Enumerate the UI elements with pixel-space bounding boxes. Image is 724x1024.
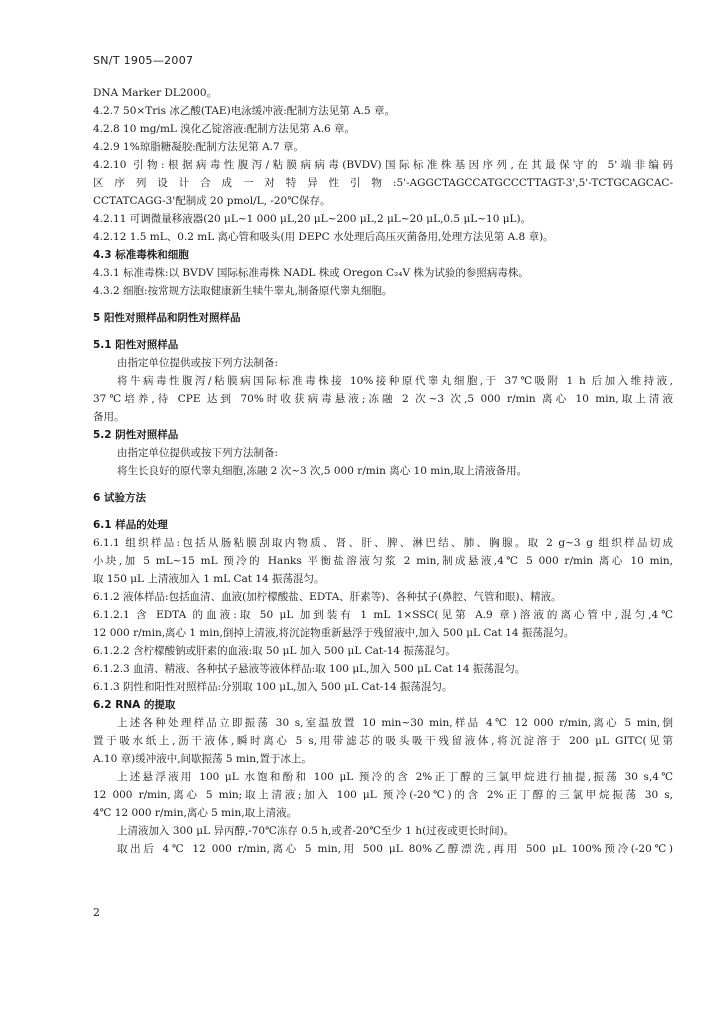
paragraph-line: 由指定单位提供或按下列方法制备: xyxy=(117,357,279,369)
paragraph-line: 上清液加入 300 μL 异丙醇,-70℃冻存 0.5 h,或者-20℃至少 1 h(过夜或更长时间)。 xyxy=(117,825,515,837)
clause-4-3-1: 4.3.1 标准毒株:以 BVDV 国际标准毒株 NADL 株或 Oregon C₂₄V 株为试验的参照病毒株。 xyxy=(93,267,529,279)
clause-4-3-2: 4.3.2 细胞:按常规方法取健康新生犊牛睾丸,制备原代睾丸细胞。 xyxy=(93,285,393,297)
page-number: 2 xyxy=(93,906,100,919)
clause-4-2-10-cont: CCTATCAGG-3'配制成 20 pmol/L, -20℃保存。 xyxy=(93,195,331,207)
clause-6-1-3: 6.1.3 阴性和阳性对照样品:分别取 100 μL,加入 500 μL Cat-14 振荡混匀。 xyxy=(93,681,453,693)
clause-6-1-1-cont: 取 150 μL 上清液加入 1 mL Cat 14 振荡混匀。 xyxy=(93,573,325,585)
clause-4-2-12: 4.2.12 1.5 mL、0.2 mL 离心管和吸头(用 DEPC 水处理后高压灭菌备用,处理方法见第 A.8 章)。 xyxy=(93,231,554,243)
clause-6-1-2-1-cont: 12 000 r/min,离心 1 min,倒掉上清液,将沉淀物重新悬浮于残留液中,加入 500 μL Cat 14 振荡混匀。 xyxy=(93,627,575,639)
clause-4-2-10: 4.2.10 引物:根据病毒性腹泻/粘膜病病毒(BVDV)国际标准株基因序列,在其最保守的 5'端非编码 xyxy=(93,159,673,171)
clause-6-1-1-cont: 小块,加 5 mL~15 mL 预冷的 Hanks 平衡盐溶液匀浆 2 min,制成悬液,4℃ 5 000 r/min 离心 10 min, xyxy=(93,555,673,567)
paragraph-line: 将牛病毒性腹泻/粘膜病国际标准毒株接 10%接种原代睾丸细胞,于 37℃吸附 1 h 后加入维持液, xyxy=(117,375,673,387)
paragraph-line: 备用。 xyxy=(93,411,125,423)
clause-4-2-7: 4.2.7 50×Tris 冰乙酸(TAE)电泳缓冲液:配制方法见第 A.5 章。 xyxy=(93,105,396,117)
section-heading-6: 6 试验方法 xyxy=(93,492,146,504)
paragraph-line: 由指定单位提供或按下列方法制备: xyxy=(117,447,279,459)
clause-6-1-2-1: 6.1.2.1 含 EDTA 的血液:取 50 μL 加到装有 1 mL 1×SSC(见第 A.9 章)溶液的离心管中,混匀,4℃ xyxy=(93,609,673,621)
paragraph-line: A.10 章)缓冲液中,间歇振荡 5 min,置于冰上。 xyxy=(93,753,312,765)
paragraph-line: 上述各种处理样品立即振荡 30 s,室温放置 10 min~30 min,样品 4℃ 12 000 r/min,离心 5 min,倒 xyxy=(117,717,673,729)
section-heading-4-3: 4.3 标准毒株和细胞 xyxy=(93,249,189,261)
clause-4-2-9: 4.2.9 1%琼脂糖凝胶:配制方法见第 A.7 章。 xyxy=(93,141,305,153)
section-heading-6-2: 6.2 RNA 的提取 xyxy=(93,699,176,711)
clause-6-1-2-3: 6.1.2.3 血清、精液、各种拭子悬液等液体样品:取 100 μL,加入 500 μL Cat 14 振荡混匀。 xyxy=(93,663,526,675)
paragraph-line: 将生长良好的原代睾丸细胞,冻融 2 次~3 次,5 000 r/min 离心 10 min,取上清液备用。 xyxy=(117,465,528,477)
clause-4-2-11: 4.2.11 可调微量移液器(20 μL~1 000 μL,20 μL~200 μL,2 μL~20 μL,0.5 μL~10 μL)。 xyxy=(93,213,532,225)
section-heading-5-1: 5.1 阳性对照样品 xyxy=(93,339,179,351)
clause-6-1-2-2: 6.1.2.2 含柠檬酸钠或肝素的血液:取 50 μL 加入 500 μL Cat-14 振荡混匀。 xyxy=(93,645,456,657)
section-heading-5: 5 阳性对照样品和阴性对照样品 xyxy=(93,312,241,324)
clause-6-1-2: 6.1.2 液体样品:包括血清、血液(加柠檬酸盐、EDTA、肝素等)、各种拭子(鼻腔、气管和眼)、精液。 xyxy=(93,591,562,603)
paragraph-line: 12 000 r/min,离心 5 min;取上清液;加入 100 μL 预冷(-20℃)的含 2%正丁醇的三氯甲烷振荡 30 s, xyxy=(93,789,673,801)
document-body xyxy=(93,84,673,858)
clause-4-2-10-cont: 区序列设计合成一对特异性引物:5'-AGGCTAGCCATGCCCTTAGT-3',5'-TCTGCAGCAC- xyxy=(93,177,673,189)
paragraph-line: 37℃培养,待 CPE 达到 70%时收获病毒悬液;冻融 2 次~3 次,5 000 r/min 离心 10 min,取上清液 xyxy=(93,393,673,405)
paragraph-line: 上述悬浮液用 100 μL 水饱和酚和 100 μL 预冷的含 2%正丁醇的三氯甲烷进行抽提,振荡 30 s,4℃ xyxy=(117,771,673,783)
paragraph-line: 4℃ 12 000 r/min,离心 5 min,取上清液。 xyxy=(93,807,298,819)
paragraph-line: 置于吸水纸上,沥干液体,瞬时离心 5 s,用带滤芯的吸头吸干残留液体,将沉淀溶于 200 μL GITC(见第 xyxy=(93,735,673,747)
clause-4-2-8: 4.2.8 10 mg/mL 溴化乙锭溶液:配制方法见第 A.6 章。 xyxy=(93,123,356,135)
section-heading-5-2: 5.2 阴性对照样品 xyxy=(93,429,179,441)
clause-6-1-1: 6.1.1 组织样品:包括从肠粘膜刮取内物质、肾、肝、脾、淋巴结、肺、胸腺。取 2 g~3 g 组织样品切成 xyxy=(93,537,673,549)
section-heading-6-1: 6.1 样品的处理 xyxy=(93,519,168,531)
text-line: DNA Marker DL2000。 xyxy=(93,87,218,99)
standard-code-header: SN/T 1905—2007 xyxy=(93,54,194,67)
paragraph-line: 取出后 4℃ 12 000 r/min,离心 5 min,用 500 μL 80%乙醇漂洗,再用 500 μL 100%预冷(-20℃) xyxy=(117,843,673,855)
